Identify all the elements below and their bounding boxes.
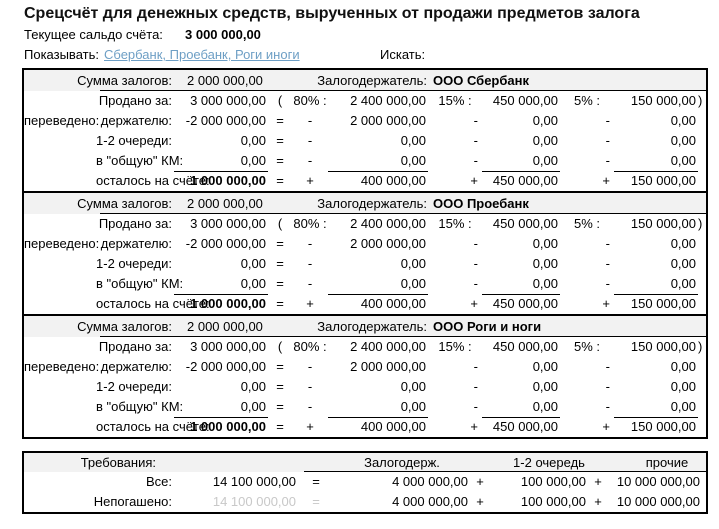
block-row: [24, 111, 706, 131]
operator: +: [470, 296, 478, 311]
operator: (: [277, 216, 283, 231]
amount-15pct: 0,00: [532, 379, 558, 394]
row-group-label: переведено:: [24, 236, 100, 251]
col-other-header: прочие: [645, 455, 689, 470]
operator: 80% :: [293, 339, 327, 354]
amount-15pct: 450 000,00: [492, 339, 558, 354]
operator: =: [312, 494, 320, 509]
row-label: в "общую" КМ:: [96, 399, 184, 414]
row-group-label: переведено:: [24, 113, 100, 128]
operator: =: [276, 173, 284, 188]
amount-15pct: 0,00: [532, 359, 558, 374]
operator: -: [473, 399, 478, 414]
close-paren: [698, 417, 706, 437]
amount-15pct: 450 000,00: [492, 173, 558, 188]
block-row: [24, 294, 706, 314]
amount-main: -2 000 000,00: [185, 113, 266, 128]
operator: -: [307, 153, 313, 168]
amount-main: 0,00: [240, 256, 266, 271]
close-paren: [698, 151, 706, 172]
row-group-label: [24, 337, 96, 357]
amount-main: -2 000 000,00: [185, 236, 266, 251]
row-group-label: [24, 254, 96, 274]
row-label: осталось на счёте:: [96, 296, 210, 311]
close-paren: [698, 274, 706, 295]
operator: -: [473, 236, 478, 251]
requirements-row: [24, 492, 706, 512]
operator: +: [594, 474, 602, 489]
pledge-sum-label: Сумма залогов:: [77, 319, 172, 334]
operator: =: [276, 133, 284, 148]
amount-80pct: 400 000,00: [360, 173, 426, 188]
pledge-sum-value: 2 000 000,00: [187, 319, 263, 334]
operator: -: [473, 113, 478, 128]
close-paren: [698, 377, 706, 397]
block-row: [24, 171, 706, 191]
req-other-amount: 10 000 000,00: [616, 494, 700, 509]
amount-15pct: 450 000,00: [492, 93, 558, 108]
amount-80pct: 2 400 000,00: [350, 216, 426, 231]
operator: -: [307, 113, 313, 128]
close-paren: [698, 357, 706, 377]
close-paren: ): [698, 339, 703, 354]
operator: -: [307, 133, 313, 148]
amount-5pct: 150 000,00: [630, 419, 696, 434]
amount-5pct: 0,00: [614, 274, 698, 295]
close-paren: [698, 171, 706, 191]
amount-15pct: 450 000,00: [492, 296, 558, 311]
amount-main: 0,00: [240, 379, 266, 394]
amount-80pct: 2 000 000,00: [350, 236, 426, 251]
col-holder-header: Залогодерж.: [364, 455, 440, 470]
operator: =: [276, 419, 284, 434]
pledge-block: [24, 70, 706, 191]
amount-15pct: 0,00: [532, 256, 558, 271]
amount-5pct: 150 000,00: [630, 216, 696, 231]
block-row: [24, 254, 706, 274]
amount-5pct: 0,00: [670, 379, 696, 394]
amount-5pct: 150 000,00: [630, 93, 696, 108]
operator: -: [473, 276, 478, 291]
pledge-sum-value: 2 000 000,00: [187, 196, 263, 211]
amount-main: 0,00: [174, 151, 268, 172]
block-row: [24, 357, 706, 377]
amount-80pct: 0,00: [400, 256, 426, 271]
operator: =: [276, 296, 284, 311]
req-label: Непогашено:: [93, 494, 172, 509]
amount-80pct: 400 000,00: [360, 296, 426, 311]
block-row: [24, 234, 706, 254]
operator: =: [276, 399, 284, 414]
requirements-table: [22, 451, 708, 514]
operator: 5% :: [573, 93, 600, 108]
row-group-label: [24, 214, 96, 234]
holder-name: ООО Сбербанк: [433, 73, 529, 88]
operator: +: [470, 419, 478, 434]
amount-5pct: 0,00: [670, 113, 696, 128]
row-label: Продано за:: [98, 93, 172, 108]
req-label: Все:: [145, 474, 172, 489]
amount-15pct: 0,00: [532, 113, 558, 128]
amount-5pct: 0,00: [614, 397, 698, 418]
close-paren: ): [698, 216, 703, 231]
row-group-label: [24, 91, 96, 111]
req-queue-amount: 100 000,00: [520, 474, 586, 489]
amount-15pct: 450 000,00: [492, 216, 558, 231]
block-row: [24, 417, 706, 437]
row-group-label: [24, 274, 96, 295]
operator: +: [476, 474, 484, 489]
block-row: [24, 337, 706, 357]
spacer: [298, 453, 334, 472]
operator: (: [277, 339, 283, 354]
amount-5pct: 150 000,00: [630, 339, 696, 354]
row-label: в "общую" КМ:: [96, 153, 184, 168]
requirements-header-row: [24, 453, 706, 472]
amount-5pct: 0,00: [670, 256, 696, 271]
req-total: 14 100 000,00: [212, 474, 296, 489]
amount-main: 1 000 000,00: [190, 419, 266, 434]
operator: 5% :: [573, 216, 600, 231]
operator: -: [605, 236, 610, 251]
close-paren: [698, 131, 706, 151]
amount-5pct: 0,00: [670, 359, 696, 374]
close-paren: [698, 294, 706, 314]
operator: =: [276, 276, 284, 291]
amount-main: 3 000 000,00: [190, 339, 266, 354]
block-row: [24, 397, 706, 417]
amount-80pct: 2 000 000,00: [350, 113, 426, 128]
operator: +: [602, 173, 610, 188]
amount-5pct: 0,00: [670, 133, 696, 148]
row-label: держателю:: [100, 359, 172, 374]
row-group-label: [24, 131, 96, 151]
amount-15pct: 0,00: [482, 151, 560, 172]
row-label: 1-2 очереди:: [96, 133, 172, 148]
pledge-sum-label: Сумма залогов:: [77, 196, 172, 211]
req-holder-amount: 4 000 000,00: [392, 494, 468, 509]
block-row: [24, 274, 706, 294]
operator: =: [276, 153, 284, 168]
row-label: в "общую" КМ:: [96, 276, 184, 291]
req-total: 14 100 000,00: [212, 494, 296, 509]
holder-label: Залогодержатель:: [317, 73, 427, 88]
block-row: [24, 91, 706, 111]
amount-80pct: 400 000,00: [360, 419, 426, 434]
row-group-label: [24, 397, 96, 418]
block-header-row: [24, 316, 706, 337]
requirements-row: [24, 472, 706, 492]
amount-main: 0,00: [174, 397, 268, 418]
amount-80pct: 0,00: [328, 151, 428, 172]
operator: -: [605, 153, 610, 168]
amount-80pct: 0,00: [400, 379, 426, 394]
operator: 15% :: [438, 339, 472, 354]
operator: +: [306, 173, 314, 188]
block-row: [24, 151, 706, 171]
operator: -: [307, 276, 313, 291]
operator: -: [473, 379, 478, 394]
pledge-blocks: [22, 68, 708, 439]
row-label: держателю:: [100, 113, 172, 128]
row-group-label: [24, 171, 96, 191]
amount-main: 0,00: [240, 133, 266, 148]
operator: -: [307, 399, 313, 414]
row-group-label: переведено:: [24, 359, 100, 374]
operator: 80% :: [293, 216, 327, 231]
row-group-label: [24, 377, 96, 397]
amount-15pct: 450 000,00: [492, 419, 558, 434]
operator: -: [605, 379, 610, 394]
spacer: [470, 453, 490, 472]
row-group-label: [24, 294, 96, 314]
operator: -: [307, 359, 313, 374]
block-header-row: [24, 70, 706, 91]
bank-filter-link[interactable]: Сбербанк, Проебанк, Роги иноги: [104, 47, 300, 62]
amount-80pct: 0,00: [328, 274, 428, 295]
amount-80pct: 2 000 000,00: [350, 359, 426, 374]
amount-main: -2 000 000,00: [185, 359, 266, 374]
amount-80pct: 0,00: [400, 133, 426, 148]
pledge-block: [24, 191, 706, 314]
amount-main: 1 000 000,00: [190, 296, 266, 311]
close-paren: [698, 397, 706, 418]
row-group-label: [24, 417, 96, 437]
operator: +: [602, 296, 610, 311]
operator: 5% :: [573, 339, 600, 354]
block-row: [24, 214, 706, 234]
close-paren: [698, 254, 706, 274]
operator: -: [605, 256, 610, 271]
operator: +: [306, 296, 314, 311]
operator: =: [276, 379, 284, 394]
balance-line: [24, 25, 708, 45]
balance-value: 3 000 000,00: [185, 27, 261, 42]
req-queue-amount: 100 000,00: [520, 494, 586, 509]
row-label: Продано за:: [98, 339, 172, 354]
operator: -: [605, 276, 610, 291]
operator: -: [605, 359, 610, 374]
close-paren: [698, 111, 706, 131]
holder-name: ООО Роги и ноги: [433, 319, 542, 334]
pledge-block: [24, 314, 706, 437]
operator: +: [602, 419, 610, 434]
balance-label: Текущее сальдо счёта:: [24, 27, 163, 42]
holder-label: Залогодержатель:: [317, 196, 427, 211]
req-other-amount: 10 000 000,00: [616, 474, 700, 489]
operator: +: [476, 494, 484, 509]
operator: +: [470, 173, 478, 188]
row-label: 1-2 очереди:: [96, 379, 172, 394]
operator: +: [594, 494, 602, 509]
amount-15pct: 0,00: [482, 274, 560, 295]
req-holder-amount: 4 000 000,00: [392, 474, 468, 489]
operator: =: [312, 474, 320, 489]
block-row: [24, 131, 706, 151]
operator: -: [307, 256, 313, 271]
row-label: осталось на счёте:: [96, 419, 210, 434]
amount-15pct: 0,00: [532, 236, 558, 251]
spacer: [174, 453, 298, 472]
amount-5pct: 0,00: [670, 236, 696, 251]
close-paren: ): [698, 93, 703, 108]
pledge-sum-label: Сумма залогов:: [77, 73, 172, 88]
requirements-label: Требования:: [80, 455, 156, 470]
pledge-sum-value: 2 000 000,00: [187, 73, 263, 88]
amount-15pct: 0,00: [482, 397, 560, 418]
row-label: 1-2 очереди:: [96, 256, 172, 271]
operator: -: [473, 359, 478, 374]
amount-5pct: 0,00: [614, 151, 698, 172]
amount-80pct: 2 400 000,00: [350, 339, 426, 354]
block-header-row: [24, 193, 706, 214]
amount-main: 1 000 000,00: [190, 173, 266, 188]
amount-80pct: 0,00: [328, 397, 428, 418]
amount-80pct: 2 400 000,00: [350, 93, 426, 108]
amount-main: 3 000 000,00: [190, 93, 266, 108]
row-label: осталось на счёте:: [96, 173, 210, 188]
operator: 80% :: [293, 93, 327, 108]
operator: -: [605, 113, 610, 128]
row-label: держателю:: [100, 236, 172, 251]
operator: -: [605, 399, 610, 414]
holder-name: ООО Проебанк: [433, 196, 529, 211]
operator: (: [277, 93, 283, 108]
operator: -: [307, 379, 313, 394]
amount-5pct: 150 000,00: [630, 296, 696, 311]
filter-line: [24, 45, 708, 65]
filter-label: Показывать:: [24, 47, 99, 62]
row-group-label: [24, 151, 96, 172]
operator: =: [276, 113, 284, 128]
amount-5pct: 150 000,00: [630, 173, 696, 188]
page-title: Срецсчёт для денежных средств, вырученных от продажи предметов залога: [24, 5, 640, 22]
close-paren: [698, 234, 706, 254]
operator: =: [276, 256, 284, 271]
operator: -: [473, 153, 478, 168]
operator: =: [276, 236, 284, 251]
col-queue-header: 1-2 очередь: [513, 455, 585, 470]
operator: 15% :: [438, 93, 472, 108]
operator: =: [276, 359, 284, 374]
operator: -: [473, 256, 478, 271]
block-row: [24, 377, 706, 397]
operator: -: [307, 236, 313, 251]
search-label: Искать:: [380, 47, 426, 62]
operator: -: [605, 133, 610, 148]
operator: -: [473, 133, 478, 148]
amount-15pct: 0,00: [532, 133, 558, 148]
holder-label: Залогодержатель:: [317, 319, 427, 334]
row-label: Продано за:: [98, 216, 172, 231]
operator: +: [306, 419, 314, 434]
operator: 15% :: [438, 216, 472, 231]
amount-main: 3 000 000,00: [190, 216, 266, 231]
amount-main: 0,00: [174, 274, 268, 295]
